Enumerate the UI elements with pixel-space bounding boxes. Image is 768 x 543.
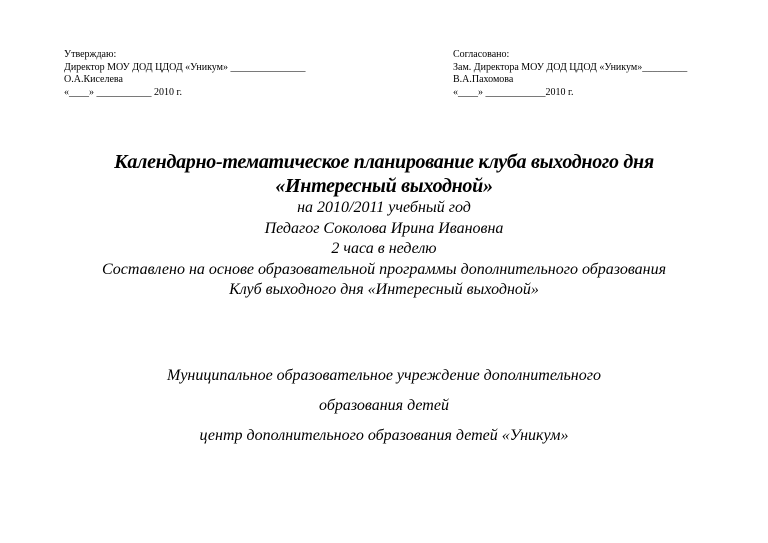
organization-line-3: центр дополнительного образования детей «Уникум»	[199, 427, 569, 444]
organization-line-2: образования детей	[319, 397, 449, 414]
program-basis: Составлено на основе образовательной программы дополнительного образования	[101, 260, 667, 278]
teacher-name: Педагог Соколова Ирина Ивановна	[264, 219, 504, 237]
academic-year: на 2010/2011 учебный год	[297, 199, 471, 216]
agreement-date-line: «____» ____________2010 г.	[453, 86, 574, 98]
deputy-signature-line: Зам. Директора МОУ ДОД ЦДОД «Уникум»_________	[453, 61, 688, 73]
organization-block	[0, 366, 768, 456]
club-name-title: «Интересный выходной»	[275, 175, 493, 197]
director-name: О.А.Киселева	[64, 74, 123, 85]
approval-block-left	[64, 49, 305, 99]
club-name: Клуб выходного дня «Интересный выходной»	[229, 281, 539, 298]
agreement-heading: Согласовано:	[453, 49, 510, 60]
deputy-name: В.А.Пахомова	[453, 74, 514, 85]
weekly-hours: 2 часа в неделю	[331, 240, 437, 257]
director-signature-line: Директор МОУ ДОД ЦДОД «Уникум» _______________	[64, 61, 306, 73]
approval-date-line: «____» ___________ 2010 г.	[64, 86, 182, 98]
approval-block-right	[453, 49, 687, 99]
document-title: Календарно-тематическое планирование клуба выходного дня	[114, 151, 654, 173]
approval-heading: Утверждаю:	[64, 49, 117, 60]
organization-line-1: Муниципальное образовательное учреждение дополнительного	[167, 367, 601, 384]
document-title-block	[0, 150, 768, 301]
